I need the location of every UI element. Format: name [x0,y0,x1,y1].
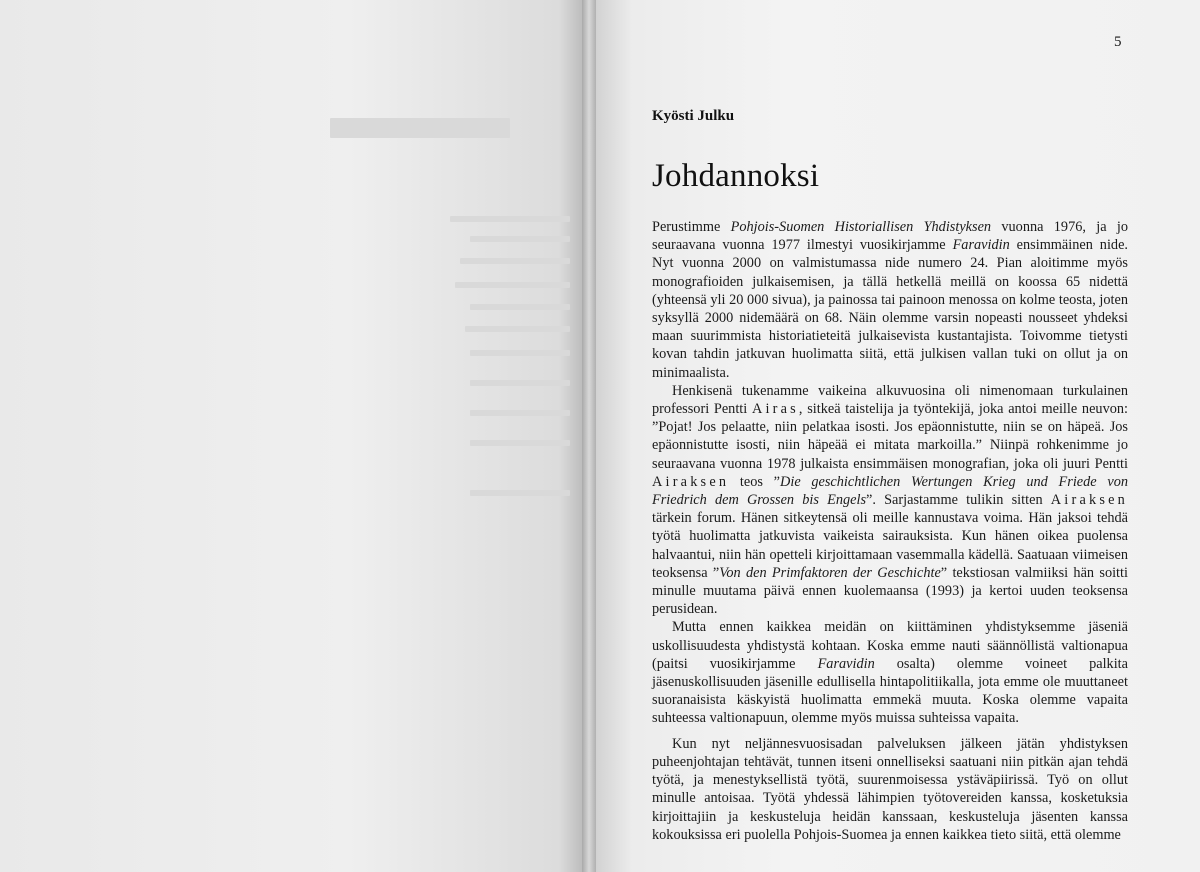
text-run: teos ” [729,473,781,490]
text-run: ensimmäinen nide. Nyt vuonna 2000 on valmistumassa nide numero 24. Pian aloitimme myös monografioiden julkaisemisen, ja tällä hetkellä meillä on koossa 65 nidettä (yhteensä yli 20 000 sivua), ja painossa tai painoon menossa on kolme teosta, joten syksyllä 2000 nidemäärä on 68. Näin olemme varsin nopeasti nousseet yhdeksi maan suurimmista historiatieteitä julkaisevista kustantajista. Toivomme tietysti kovan tahdin jatkuvan huolimatta siitä, että julkisen vallan tuki on ollut ja on minimaalista. [652,237,1128,381]
italic-run: Die geschichtlichen Wertungen Krieg und Friede von Friedrich dem Grossen bis Engels [652,473,1128,509]
italic-run: Pohjois-Suomen Historiallisen Yhdistyksen [730,219,992,235]
body-text [652,218,1128,844]
paragraph-1 [652,218,1128,382]
text-run: tärkein forum. Hänen sitkeytensä oli meille kannustava voima. Hän jaksoi tehdä työtä huolimatta jatkuvista vaikeista sairauksista. Kun hänen oikea puolensa halvaantui, niin hän opetteli kirjoittamaan vasemmalla kädellä. Saatuaan viimeisen teoksensa ” [652,510,1128,581]
spaced-name-run: Airas [751,401,799,418]
text-run: Perustimme [652,219,731,235]
text-run: , sitkeä taistelija ja työntekijä, joka antoi meille neuvon: ”Pojat! Jos pelaatte, niin pelatkaa isosti. Jos epäonnistutte, niin se on häpeä. Jos epäonnistutte isosti, niin häpeää ei mitata markoilla.” Niinpä rohkenimme jo seuraavana vuonna 1978 julkaista ensimmäisen monografian, joka oli juuri Pentti [652,401,1128,472]
italic-run: Von den Primfaktoren der Geschichte [719,564,941,581]
author-name: Kyösti Julku [652,108,735,124]
spaced-name-run: Airaksen [1050,492,1128,509]
italic-run: Faravidin [952,237,1010,254]
paragraph-4 [652,735,1128,844]
page-number: 5 [1114,34,1122,50]
book-gutter [582,0,596,872]
text-run: Kun nyt neljännesvuosisadan palveluksen jälkeen jätän yhdistyksen puheenjohtajan tehtävät, tunnen itseni onnelliseksi saatuani niin pitkän ajan tehdä työtä, ja menestyksellistä työtä, suurenmoisessa ystäväpiirissä. Työ on ollut minulle antoisaa. Työtä yhdessä lähimpien työtovereiden kanssa, kosketuksia kirjoittajiin ja keskusteluja heidän kanssaan, keskusteluja jäsenten kanssa kokouksissa eri puolella Pohjois-Suomea ja ennen kaikkea tieto siitä, että olemme [652,735,1128,843]
left-page [0,0,582,872]
text-run: ” tekstiosan valmiiksi hän soitti minulle muutama päivä ennen kuolemaansa (1993) ja kertoi uuden teoksensa perusidean. [652,564,1128,618]
paragraph-2 [652,382,1128,619]
text-run: vuonna 1976, ja jo seuraavana vuonna 1977 ilmestyi vuosikirjamme [652,219,1128,254]
text-run: Henkisenä tukenamme vaikeina alkuvuosina oli nimenomaan turkulainen professori Pentti [652,382,1128,418]
chapter-title: Johdannoksi [652,158,820,194]
spaced-name-run: Airaksen [652,473,730,490]
text-run: ”. Sarjastamme tulikin sitten [866,492,1051,509]
text-run: Mutta ennen kaikkea meidän on kiittäminen yhdistyksemme jäseniä uskollisuudesta yhdistystä kohtaan. Koska emme nauti säännöllistä valtionapua (paitsi vuosikirjamme [652,619,1128,672]
paragraph-3 [652,618,1128,727]
text-run: osalta) olemme voineet palkita jäsenuskollisuuden jäsenille edullisella hintapolitiikalla, jota emme ole muuttaneet suoranaisista käskyistä huolimatta emmekä muuta. Koska olemme vapaita suhteessa valtionapuun, olemme myös muissa suhteissa vapaita. [652,655,1128,727]
italic-run: Faravidin [817,655,875,672]
